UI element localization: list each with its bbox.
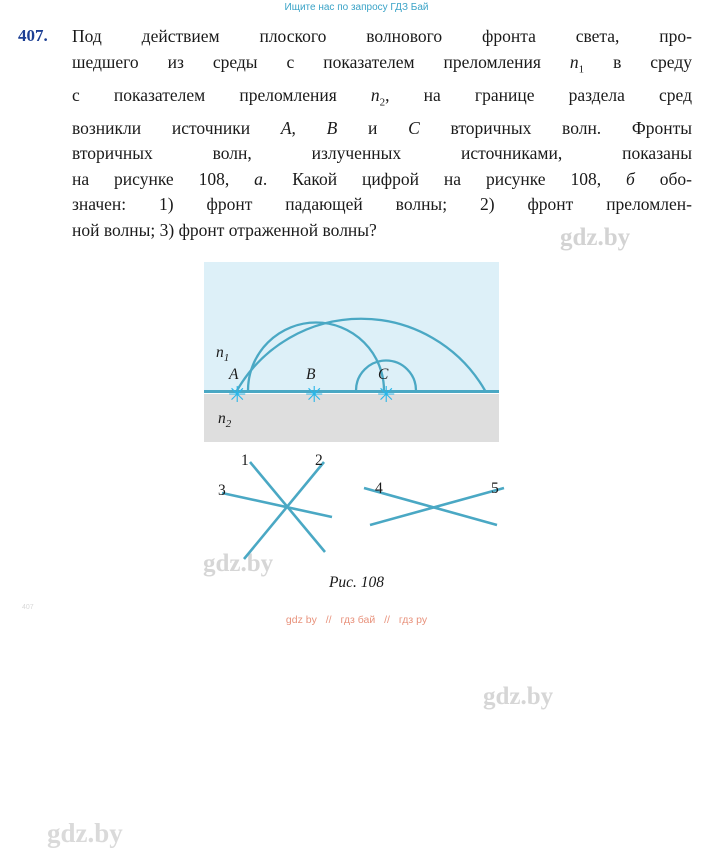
source-star-b: ✳ [305, 382, 324, 407]
problem-line-6: на рисунке 108, а. Какой цифрой на рисунке 108, б обо- [72, 168, 693, 189]
watermark: gdz.by [203, 550, 274, 577]
wavefront-arcs [204, 262, 499, 442]
problem-block [18, 24, 696, 243]
problem-line-3: с показателем преломления $n_2$, на границе раздела сред [72, 84, 693, 108]
footer-separator-1: // [325, 614, 332, 626]
source-star-a: ✳ [228, 382, 247, 407]
footer-item-1[interactable]: gdz by [285, 614, 317, 626]
problem-line-2: шедшего из среды с показателем преломления $n_1$ в среду [72, 51, 692, 75]
problem-line-1: Под действием плоского волнового фронта света, про- [72, 26, 692, 46]
footer [0, 614, 713, 626]
watermark: gdz.by [47, 818, 123, 848]
footer-item-3[interactable]: гдз ру [398, 614, 428, 626]
problem-number: 407. [18, 26, 48, 45]
ray-number-3: 3 [218, 482, 226, 499]
label-C: C [378, 366, 389, 383]
footer-separator-2: // [384, 614, 390, 626]
figure-diagram-b [0, 450, 713, 580]
ray-number-5: 5 [491, 480, 499, 497]
problem-line-4: возникли источники A, B и C вторичных волн. Фронты [72, 117, 692, 138]
figure-diagram-a [204, 262, 499, 442]
figure-caption: Рис. 108 [328, 574, 385, 591]
label-n2: $n_2$ [218, 410, 232, 431]
footer-item-2[interactable]: гдз бай [340, 614, 376, 626]
ray-number-1: 1 [241, 452, 249, 469]
watermark: gdz.by [483, 683, 554, 710]
corner-mark: 407 [22, 604, 34, 611]
problem-line-7: значен: 1) фронт падающей волны; 2) фронт преломлен- [72, 194, 692, 214]
problem-text [72, 24, 692, 243]
ray-number-4: 4 [375, 480, 383, 497]
problem-line-8: ной волны; 3) фронт отраженной волны? [72, 219, 377, 240]
label-A: A [229, 366, 239, 383]
label-n1: $n_1$ [216, 344, 230, 365]
top-banner: Ищите нас по запросу ГДЗ Бай [284, 2, 429, 13]
watermark: gdz.by [560, 224, 631, 251]
source-star-c: ✳ [377, 382, 396, 407]
problem-line-5: вторичных волн, излученных источниками, показаны [72, 143, 692, 163]
ray-number-2: 2 [315, 452, 323, 469]
label-B: B [306, 366, 316, 383]
